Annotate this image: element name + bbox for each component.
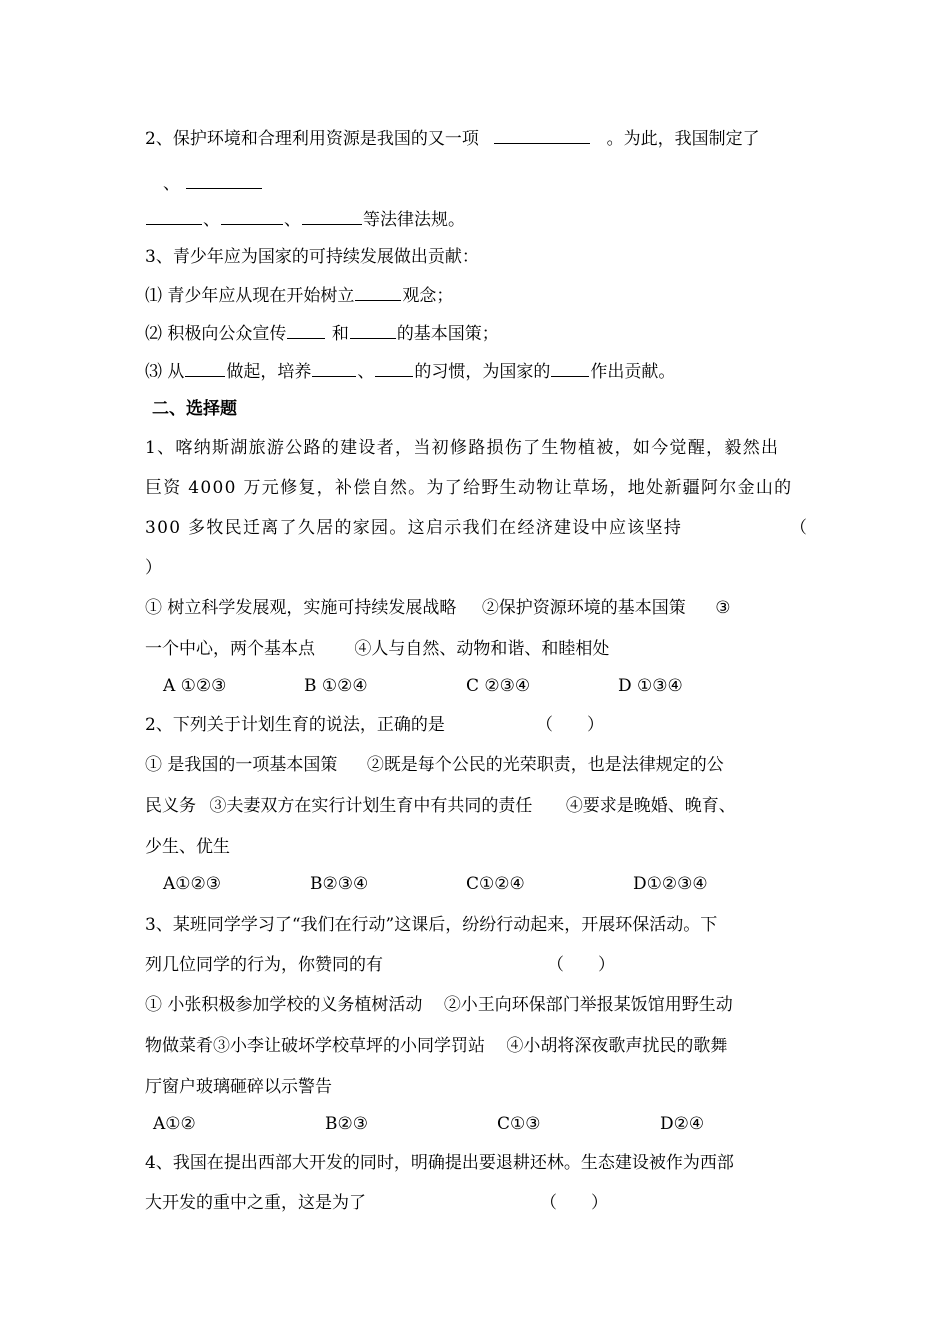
choice-q2-stmt-3: ③夫妻双方在实行计划生育中有共同的责任: [209, 796, 533, 816]
fill-q3-s1-end: 观念；: [402, 286, 454, 306]
choice-q4-paren: （ ）: [540, 1193, 608, 1213]
fill-q2-blank-3[interactable]: [146, 207, 202, 225]
choice-q1-line2: 巨资 4000 万元修复，补偿自然。为了给野生动物让草场，地处新疆阿尔金山的: [145, 478, 793, 498]
choice-q2-option-b[interactable]: B②③④: [310, 874, 369, 894]
fill-q3-blank-7[interactable]: [551, 359, 589, 377]
choice-q1-option-b[interactable]: B ①②④: [304, 676, 368, 696]
fill-q2-text-b: 。为此，我国制定了: [606, 129, 760, 149]
choice-q1-stmt-1: ① 树立科学发展观，实施可持续发展战略: [145, 598, 457, 618]
fill-q2-line2: [163, 171, 263, 196]
fill-q3-blank-6[interactable]: [375, 359, 413, 377]
choice-q1-stmt-line1: [145, 596, 730, 620]
choice-q4-line2: 大开发的重中之重，这是为了: [145, 1193, 366, 1213]
fill-q2-text-a: 2、保护环境和合理利用资源是我国的又一项: [145, 129, 479, 149]
choice-q1-option-d[interactable]: D ①③④: [618, 676, 683, 696]
choice-q1-line1: 1、喀纳斯湖旅游公路的建设者，当初修路损伤了生物植被，如今觉醒，毅然出: [145, 438, 780, 458]
choice-q1-paren-open: （: [790, 518, 807, 538]
choice-q3-stmt-2: ②小王向环保部门举报某饭馆用野生动: [443, 995, 733, 1015]
choice-q3-stmt-4: ④小胡将深夜歌声扰民的歌舞: [506, 1036, 728, 1056]
fill-q3-s3-end: 作出贡献。: [590, 362, 676, 382]
fill-q3-item-3: [145, 359, 675, 384]
fill-q3-blank-2[interactable]: [287, 321, 325, 339]
choice-q1-stmt-2: ②保护资源环境的基本国策: [481, 598, 686, 618]
choice-q2-line1: 2、下列关于计划生育的说法，正确的是: [145, 715, 445, 735]
choice-q3-stmt-line2: [145, 1034, 727, 1058]
choice-q2-stmt-4: ④要求是晚婚、晚育、: [565, 796, 736, 816]
fill-q3-item-1: [145, 283, 453, 308]
choice-q2-stmt-line1: [145, 753, 724, 777]
fill-q3-s1-text: ⑴ 青少年应从现在开始树立: [145, 286, 355, 306]
choice-q3-stmt-1: ① 小张积极参加学校的义务植树活动: [145, 995, 423, 1015]
fill-q2-blank-4[interactable]: [221, 207, 283, 225]
choice-q4-line1: 4、我国在提出西部大开发的同时，明确提出要退耕还林。生态建设被作为西部: [145, 1153, 734, 1173]
choice-q1-line3: 300 多牧民迁离了久居的家园。这启示我们在经济建设中应该坚持: [145, 518, 683, 538]
choice-q2-stmt-line3: 少生、优生: [145, 837, 230, 857]
choice-q2-stmt-1: ① 是我国的一项基本国策: [145, 755, 338, 775]
choice-q3-option-d[interactable]: D②④: [660, 1114, 705, 1134]
choice-q1-stmt-line2: [145, 637, 609, 661]
choice-q2-stmt-2: ②既是每个公民的光荣职责，也是法律规定的公: [366, 755, 724, 775]
choice-q2-stmt-2b: 民义务: [145, 796, 196, 816]
choice-q3-line1: 3、某班同学学习了“我们在行动”这课后，纷纷行动起来，开展环保活动。下: [145, 915, 718, 935]
fill-q2-line1: [145, 126, 760, 151]
choice-q1-option-c[interactable]: C ②③④: [466, 676, 531, 696]
fill-q3-blank-3[interactable]: [350, 321, 396, 339]
section-title-choice: 二、选择题: [152, 399, 237, 419]
fill-q2-text-e: 、: [284, 210, 301, 230]
choice-q2-option-d[interactable]: D①②③④: [633, 874, 708, 894]
fill-q3-blank-1[interactable]: [355, 283, 401, 301]
choice-q3-line2: 列几位同学的行为，你赞同的有: [145, 955, 383, 975]
choice-q2-stmt-line2: [145, 794, 736, 818]
fill-q3-item-2: [145, 321, 499, 346]
choice-q2-option-a[interactable]: A①②③: [163, 874, 221, 894]
choice-q1-paren-close: ）: [145, 558, 162, 578]
fill-q2-text-d: 、: [203, 210, 220, 230]
fill-q2-line3: [145, 207, 465, 232]
choice-q3-paren: （ ）: [547, 955, 615, 975]
fill-q2-blank-5[interactable]: [302, 207, 362, 225]
choice-q3-stmt-line3: 厅窗户玻璃砸碎以示警告: [145, 1077, 332, 1097]
choice-q3-option-b[interactable]: B②③: [325, 1114, 368, 1134]
fill-q3-s2-end: 的基本国策；: [396, 324, 499, 344]
fill-q2-blank-2[interactable]: [186, 171, 262, 189]
choice-q3-option-a[interactable]: A①②: [153, 1114, 196, 1134]
fill-q3-s3-sep: 、: [357, 362, 375, 382]
fill-q3-s3-text: ⑶ 从: [145, 362, 185, 382]
fill-q2-text-c: 、: [163, 174, 180, 194]
choice-q2-option-c[interactable]: C①②④: [466, 874, 525, 894]
fill-q2-blank-1[interactable]: [494, 126, 590, 144]
fill-q3-title: 3、青少年应为国家的可持续发展做出贡献：: [145, 247, 479, 267]
choice-q1-stmt-3b: 一个中心，两个基本点: [145, 639, 315, 659]
choice-q3-stmt-2b: 物做菜肴③小李让破坏学校草坪的小同学罚站: [145, 1036, 485, 1056]
fill-q3-blank-4[interactable]: [185, 359, 225, 377]
fill-q2-text-f: 等法律法规。: [363, 210, 465, 230]
fill-q3-s2-text: ⑵ 积极向公众宣传: [145, 324, 287, 344]
fill-q3-s3-text-d: 的习惯，为国家的: [414, 362, 551, 382]
choice-q1-stmt-3: ③: [715, 598, 731, 618]
fill-q3-s2-and: 和: [331, 324, 349, 344]
choice-q1-option-a[interactable]: A ①②③: [163, 676, 227, 696]
choice-q3-stmt-line1: [145, 993, 733, 1017]
fill-q3-s3-text-b: 做起，培养: [226, 362, 312, 382]
choice-q3-option-c[interactable]: C①③: [497, 1114, 541, 1134]
fill-q3-blank-5[interactable]: [312, 359, 356, 377]
choice-q1-stmt-4: ④人与自然、动物和谐、和睦相处: [354, 639, 610, 659]
choice-q2-paren: （ ）: [536, 715, 604, 735]
